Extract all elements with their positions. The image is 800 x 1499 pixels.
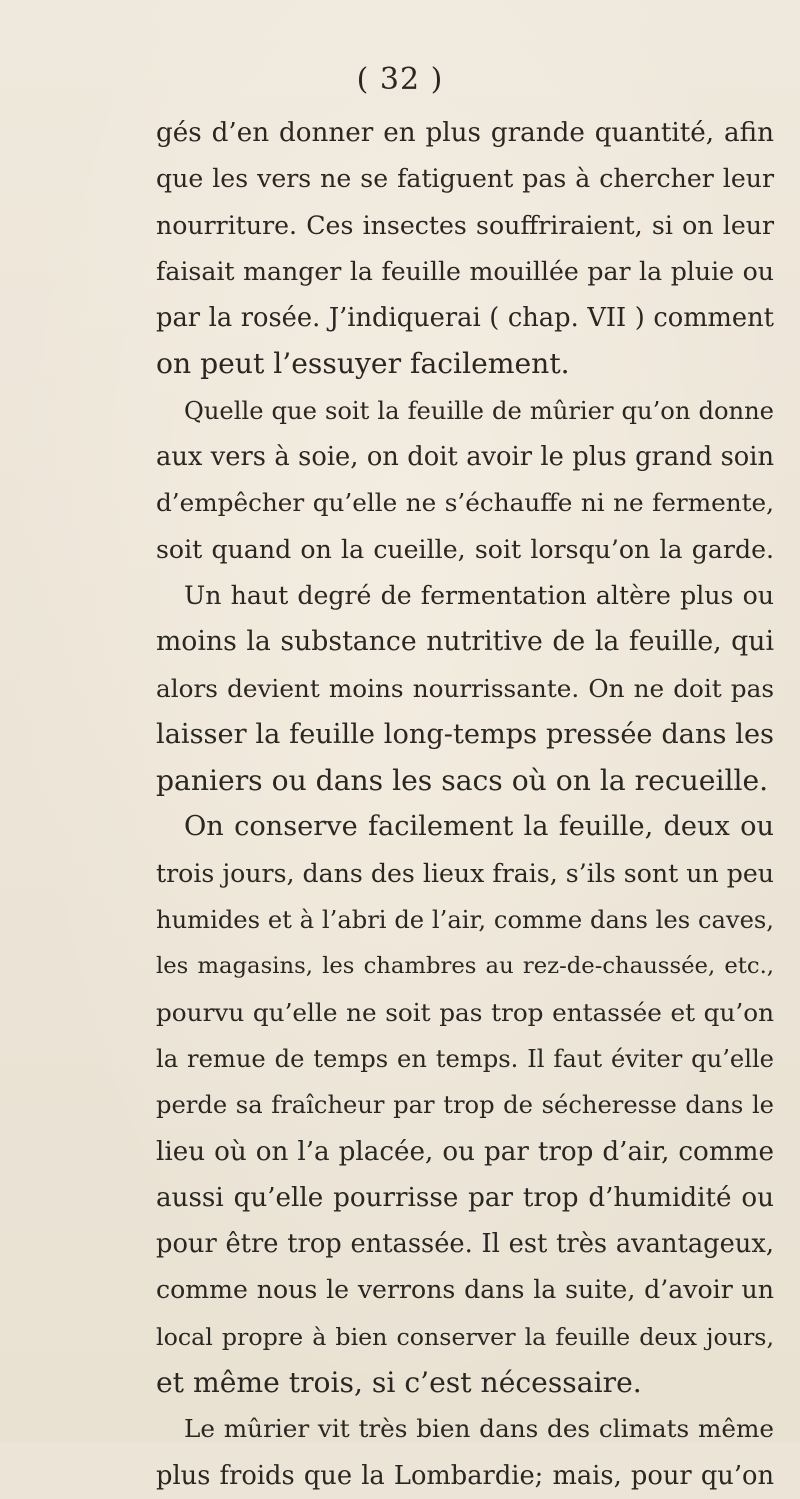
text-line: humides et à l’abri de l’air, comme dans les caves,	[156, 906, 774, 935]
paragraph-start-line: On conserve facilement la feuille, deux ou	[184, 811, 774, 843]
text-line: par la rosée. J’indiquerai ( chap. VII ) comment	[156, 303, 774, 334]
paragraph-start-line: Quelle que soit la feuille de mûrier qu’on donne	[184, 396, 774, 425]
body-text	[156, 110, 774, 1499]
text-line: les magasins, les chambres au rez-de-chaussée, etc.,	[156, 953, 774, 980]
text-line: paniers ou dans les sacs où on la recueille.	[156, 764, 769, 798]
text-line: laisser la feuille long-temps pressée dans les	[156, 718, 774, 750]
text-line: aussi qu’elle pourrisse par trop d’humidité ou	[156, 1182, 774, 1213]
text-line: on peut l’essuyer facilement.	[156, 347, 570, 381]
text-line: moins la substance nutritive de la feuille, qui	[156, 626, 774, 658]
text-line: gés d’en donner en plus grande quantité, afin	[156, 118, 774, 148]
text-line: d’empêcher qu’elle ne s’échauffe ni ne fermente,	[156, 488, 774, 518]
text-line: faisait manger la feuille mouillée par la pluie ou	[156, 256, 774, 286]
text-line: que les vers ne se fatiguent pas à chercher leur	[156, 164, 774, 194]
text-line: pourvu qu’elle ne soit pas trop entassée et qu’on	[156, 997, 774, 1027]
paragraph-start-line: Le mûrier vit très bien dans des climats même	[184, 1414, 774, 1444]
text-line: plus froids que la Lombardie; mais, pour qu’on	[156, 1460, 774, 1491]
text-line: lieu où on l’a placée, ou par trop d’air, comme	[156, 1136, 774, 1167]
paragraph-start-line: Un haut degré de fermentation altère plus ou	[184, 580, 774, 610]
text-line: nourriture. Ces insectes souffriraient, si on leur	[156, 210, 774, 240]
text-line: local propre à bien conserver la feuille deux jours,	[156, 1322, 774, 1351]
text-line: perde sa fraîcheur par trop de sécheresse dans le	[156, 1091, 774, 1120]
text-line: et même trois, si c’est nécessaire.	[156, 1366, 642, 1400]
text-line: alors devient moins nourrissante. On ne doit pas	[156, 673, 774, 703]
page-number: ( 32 )	[356, 62, 444, 97]
text-line: comme nous le verrons dans la suite, d’avoir un	[156, 1275, 774, 1305]
text-line: la remue de temps en temps. Il faut éviter qu’elle	[156, 1044, 774, 1073]
text-line: pour être trop entassée. Il est très avantageux,	[156, 1229, 774, 1260]
text-line: soit quand on la cueille, soit lorsqu’on la garde.	[156, 534, 774, 564]
text-line: aux vers à soie, on doit avoir le plus grand soin	[156, 442, 774, 473]
text-line: trois jours, dans des lieux frais, s’ils sont un peu	[156, 858, 774, 888]
